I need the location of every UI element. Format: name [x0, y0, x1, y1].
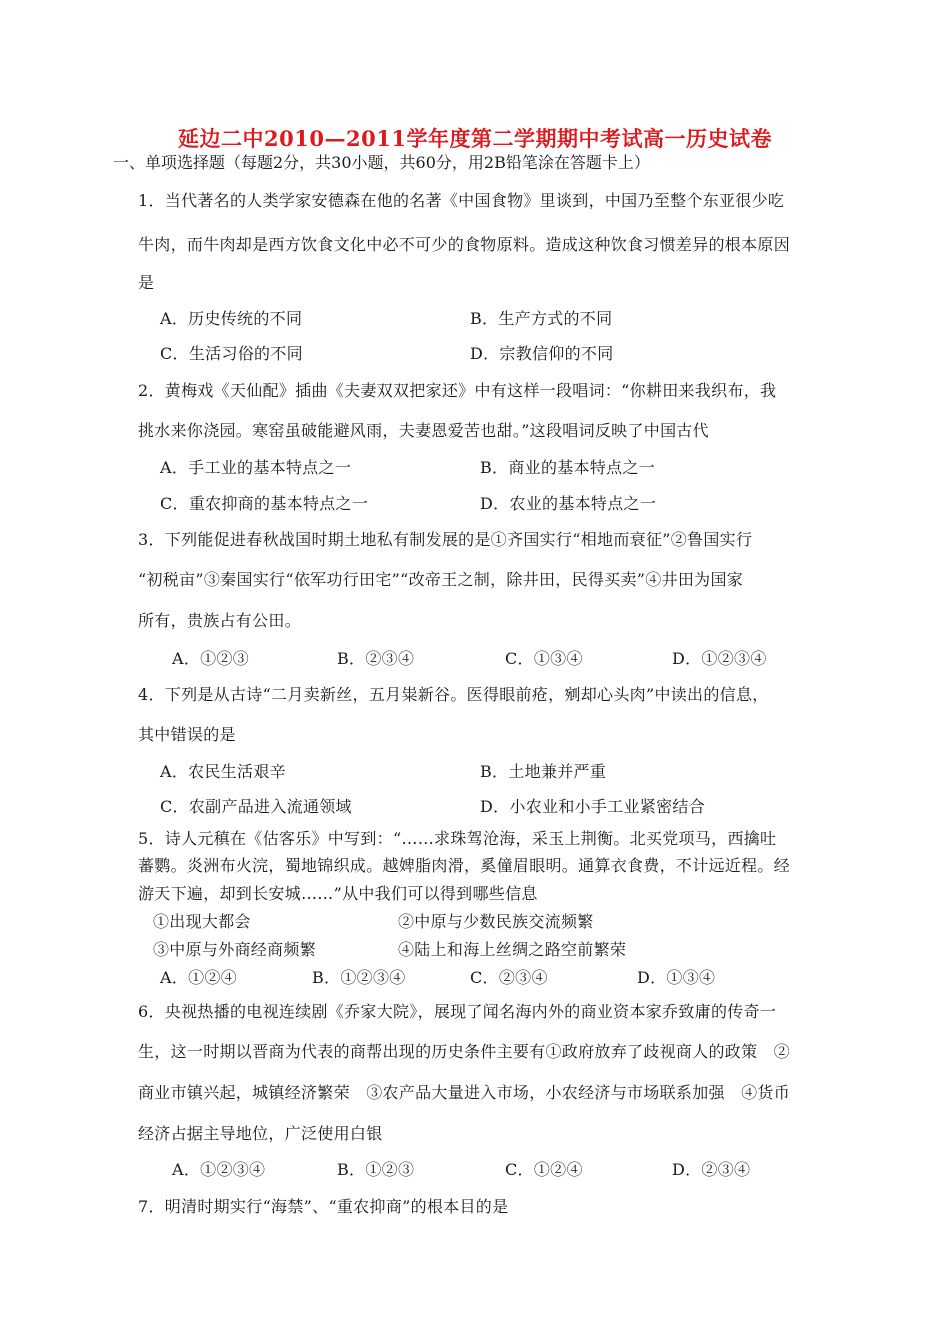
q5-line-3: 游天下遍，却到长安城……”从中我们可以得到哪些信息 — [138, 884, 538, 903]
q2-option-b: B．商业的基本特点之一 — [480, 458, 656, 477]
q1-option-a: A．历史传统的不同 — [160, 309, 303, 328]
q1-line-1: 1．当代著名的人类学家安德森在他的名著《中国食物》里谈到，中国乃至整个东亚很少吃 — [138, 191, 785, 210]
exam-title: 延边二中2010—2011学年度第二学期期中考试高一历史试卷 — [178, 126, 772, 151]
q7-line-1: 7．明清时期实行“海禁”、“重农抑商”的根本目的是 — [138, 1197, 509, 1216]
q2-option-d: D．农业的基本特点之一 — [480, 494, 657, 513]
q4-option-c: C．农副产品进入流通领域 — [160, 797, 352, 816]
q5-option-b: B．①②③④ — [312, 968, 406, 987]
q3-option-a: A．①②③ — [172, 649, 250, 668]
q1-line-3: 是 — [138, 273, 155, 292]
q3-line-3: 所有，贵族占有公田。 — [138, 611, 302, 630]
q4-option-a: A．农民生活艰辛 — [160, 762, 286, 781]
q5-line-1: 5．诗人元稹在《估客乐》中写到：“……求珠驾沧海，采玉上荆衡。北买党项马，西擒吐 — [138, 829, 777, 848]
q4-line-2: 其中错误的是 — [138, 725, 236, 744]
q5-item-1: ①出现大都会 — [153, 912, 251, 931]
q5-item-4: ④陆上和海上丝绸之路空前繁荣 — [398, 940, 627, 959]
q6-line-2: 生，这一时期以晋商为代表的商帮出现的历史条件主要有①政府放弃了歧视商人的政策 ② — [138, 1042, 791, 1061]
q4-option-b: B．土地兼并严重 — [480, 762, 607, 781]
q3-option-d: D．①②③④ — [672, 649, 767, 668]
q4-option-d: D．小农业和小手工业紧密结合 — [480, 797, 706, 816]
q5-item-2: ②中原与少数民族交流频繁 — [398, 912, 594, 931]
section-heading: 一、单项选择题（每题2分，共30小题，共60分，用2B铅笔涂在答题卡上） — [113, 153, 650, 172]
q1-option-b: B．生产方式的不同 — [470, 309, 613, 328]
q2-option-c: C．重农抑商的基本特点之一 — [160, 494, 369, 513]
q3-option-c: C．①③④ — [505, 649, 583, 668]
q4-line-1: 4．下列是从古诗“二月卖新丝，五月粜新谷。医得眼前疮，剜却心头肉”中读出的信息， — [138, 685, 769, 704]
q6-option-c: C．①②④ — [505, 1160, 583, 1179]
q3-line-1: 3．下列能促进春秋战国时期土地私有制发展的是①齐国实行“相地而衰征”②鲁国实行 — [138, 530, 753, 549]
q5-option-c: C．②③④ — [470, 968, 548, 987]
q6-option-a: A．①②③④ — [172, 1160, 266, 1179]
q2-option-a: A．手工业的基本特点之一 — [160, 458, 352, 477]
q6-option-d: D．②③④ — [672, 1160, 751, 1179]
q5-item-3: ③中原与外商经商频繁 — [153, 940, 317, 959]
q5-option-a: A．①②④ — [160, 968, 238, 987]
q2-line-2: 挑水来你浇园。寒窑虽破能避风雨，夫妻恩爱苦也甜。”这段唱词反映了中国古代 — [138, 421, 709, 440]
q3-option-b: B．②③④ — [337, 649, 415, 668]
q3-line-2: “初税亩”③秦国实行“依军功行田宅”“改帝王之制，除井田，民得买卖”④井田为国家 — [138, 570, 744, 589]
q1-option-c: C．生活习俗的不同 — [160, 344, 303, 363]
q6-line-4: 经济占据主导地位，广泛使用白银 — [138, 1124, 383, 1143]
q1-option-d: D．宗教信仰的不同 — [470, 344, 614, 363]
q6-line-3: 商业市镇兴起，城镇经济繁荣 ③农产品大量进入市场，小农经济与市场联系加强 ④货币 — [138, 1083, 791, 1102]
q5-line-2: 蕃鹦。炎洲布火浣，蜀地锦织成。越婢脂肉滑，奚僮眉眼明。通算衣食费，不计远近程。经 — [138, 856, 791, 875]
q5-option-d: D．①③④ — [637, 968, 716, 987]
q6-option-b: B．①②③ — [337, 1160, 415, 1179]
q6-line-1: 6．央视热播的电视连续剧《乔家大院》，展现了闻名海内外的商业资本家乔致庸的传奇一 — [138, 1002, 777, 1021]
q2-line-1: 2．黄梅戏《天仙配》插曲《夫妻双双把家还》中有这样一段唱词：“你耕田来我织布，我 — [138, 381, 777, 400]
q1-line-2: 牛肉，而牛肉却是西方饮食文化中必不可少的食物原料。造成这种饮食习惯差异的根本原因 — [138, 235, 791, 254]
